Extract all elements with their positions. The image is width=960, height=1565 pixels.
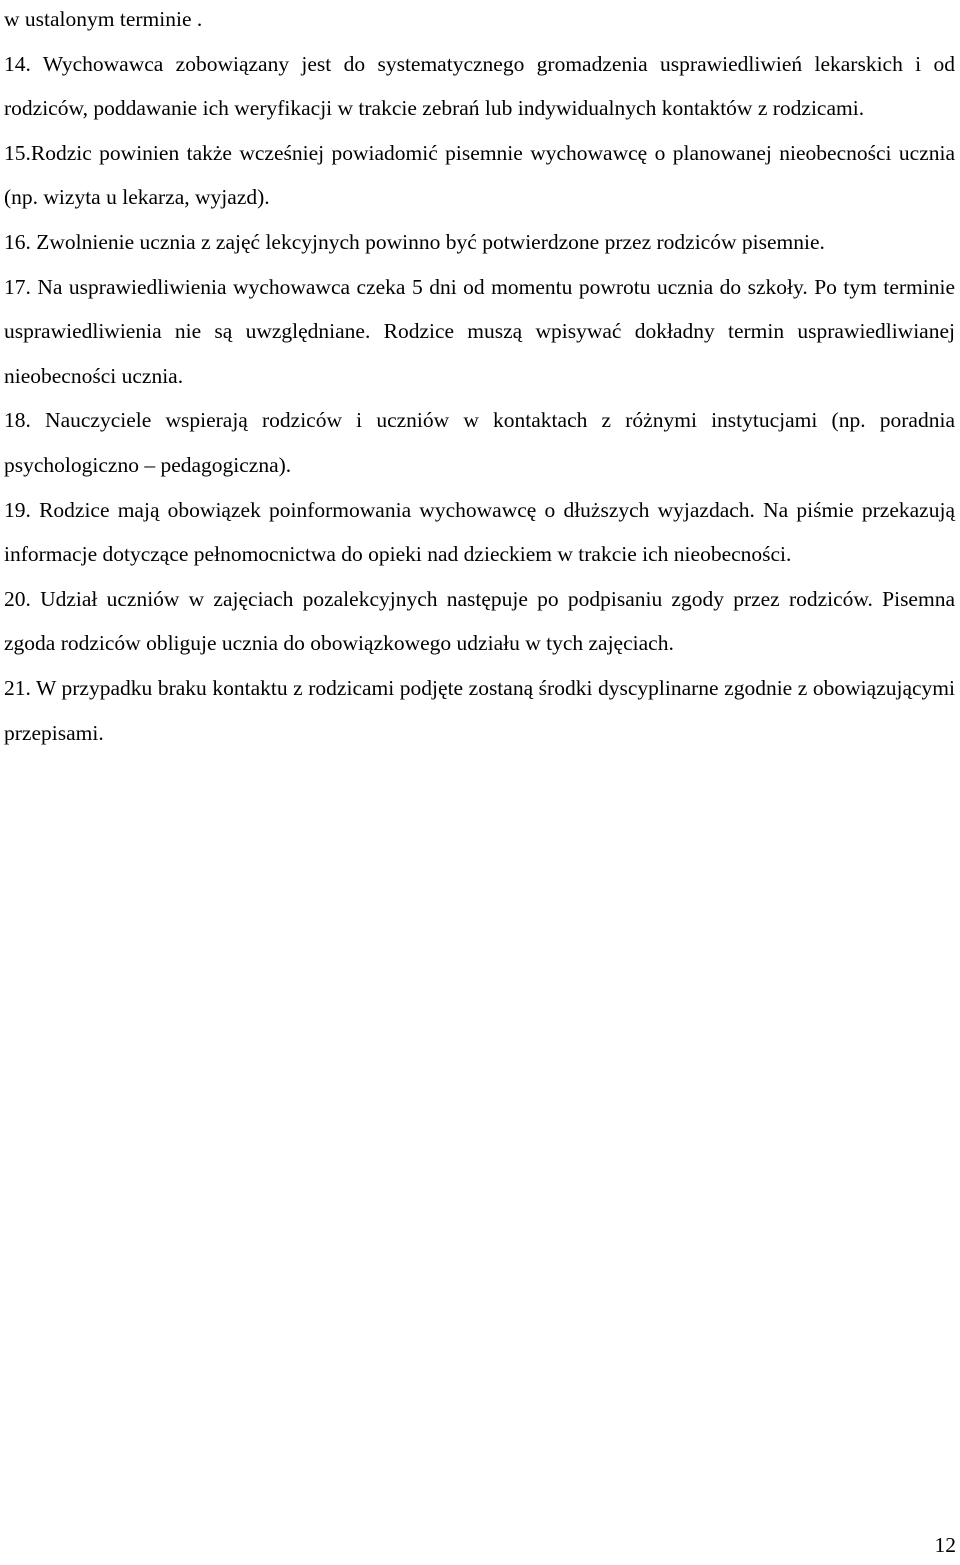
paragraph-18: 18. Nauczyciele wspierają rodziców i uczniów w kontaktach z różnymi instytucjami (np. poradnia psychologiczno – pedagogiczna).	[4, 408, 955, 477]
document-body	[4, 0, 955, 755]
paragraph-20: 20. Udział uczniów w zajęciach pozalekcyjnych następuje po podpisaniu zgody przez rodziców. Pisemna zgoda rodziców obliguje ucznia do obowiązkowego udziału w tych zajęciach.	[4, 586, 955, 656]
paragraph-continuation: w ustalonym terminie .	[4, 7, 203, 31]
paragraph-15: 15.Rodzic powinien także wcześniej powiadomić pisemnie wychowawcę o planowanej nieobecności ucznia (np. wizyta u lekarza, wyjazd).	[4, 140, 955, 210]
paragraph-14: 14. Wychowawca zobowiązany jest do systematycznego gromadzenia usprawiedliwień lekarskich i od rodziców, poddawanie ich weryfikacji w trakcie zebrań lub indywidualnych kontaktów z rodzicami.	[4, 51, 955, 121]
paragraph-16: 16. Zwolnienie ucznia z zajęć lekcyjnych powinno być potwierdzone przez rodziców pisemnie.	[4, 229, 825, 254]
page-number: 12	[934, 1533, 956, 1557]
paragraph-21: 21. W przypadku braku kontaktu z rodzicami podjęte zostaną środki dyscyplinarne zgodnie z obowiązującymi przepisami.	[4, 675, 955, 745]
paragraph-17: 17. Na usprawiedliwienia wychowawca czeka 5 dni od momentu powrotu ucznia do szkoły. Po tym terminie usprawiedliwienia nie są uwzględniane. Rodzice muszą wpisywać dokładny termin usprawiedliwianej nieobecności ucznia.	[4, 274, 955, 388]
paragraph-19: 19. Rodzice mają obowiązek poinformowania wychowawcę o dłuższych wyjazdach. Na piśmie przekazują informacje dotyczące pełnomocnictwa do opieki nad dzieckiem w trakcie ich nieobecności.	[4, 497, 955, 567]
